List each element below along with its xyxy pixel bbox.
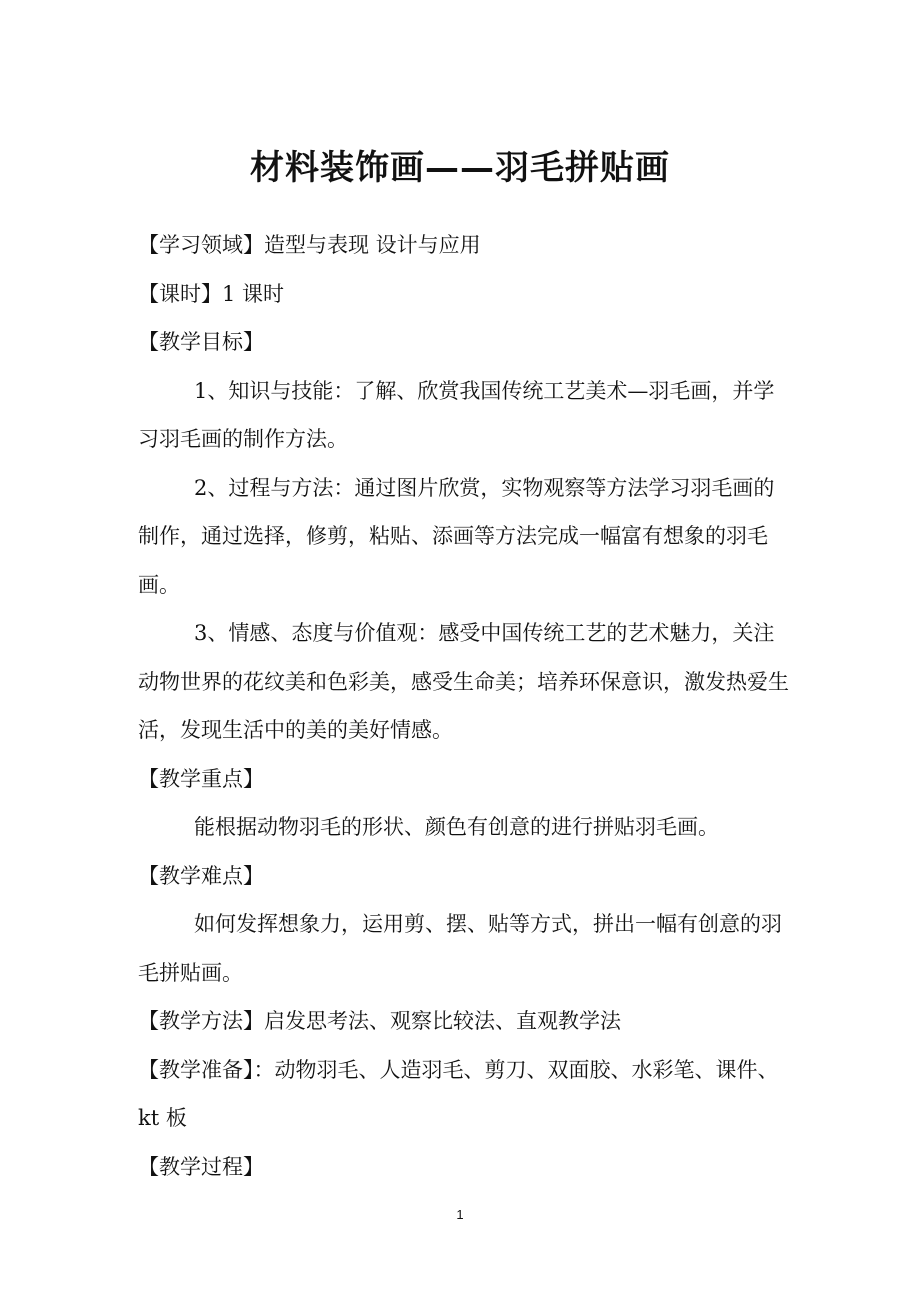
paragraph-key-points: 能根据动物羽毛的形状、颜色有创意的进行拼贴羽毛画。 xyxy=(194,815,719,839)
paragraph-difficulties: 如何发挥想象力，运用剪、摆、贴等方式，拼出一幅有创意的羽毛拼贴画。 xyxy=(138,912,782,985)
paragraph-objective-3: 3、情感、态度与价值观：感受中国传统工艺的艺术魅力，关注动物世界的花纹美和色彩美，感受生命美；培养环保意识，激发热爱生活，发现生活中的美的美好情感。 xyxy=(138,621,789,742)
document-body xyxy=(138,221,790,1191)
paragraph-teaching-preparation: 【教学准备】：动物羽毛、人造羽毛、剪刀、双面胶、水彩笔、课件、kt 板 xyxy=(138,1057,779,1130)
heading-teaching-objectives: 【教学目标】 xyxy=(138,330,264,354)
document-title: 材料装饰画——羽毛拼贴画 xyxy=(250,148,670,188)
heading-teaching-difficulties: 【教学难点】 xyxy=(138,863,264,888)
paragraph-learning-domain: 【学习领域】造型与表现 设计与应用 xyxy=(138,233,481,257)
paragraph-objective-2: 2、过程与方法：通过图片欣赏，实物观察等方法学习羽毛画的制作，通过选择，修剪，粘贴、添画等方法完成一幅富有想象的羽毛画。 xyxy=(138,475,775,597)
heading-teaching-key-points: 【教学重点】 xyxy=(138,766,264,791)
heading-teaching-process: 【教学过程】 xyxy=(138,1154,264,1179)
paragraph-objective-1: 1、知识与技能：了解、欣赏我国传统工艺美术—羽毛画，并学习羽毛画的制作方法。 xyxy=(138,378,775,451)
page-number: 1 xyxy=(456,1207,464,1222)
paragraph-teaching-methods: 【教学方法】启发思考法、观察比较法、直观教学法 xyxy=(138,1009,621,1033)
paragraph-class-hours: 【课时】1 课时 xyxy=(138,281,285,306)
